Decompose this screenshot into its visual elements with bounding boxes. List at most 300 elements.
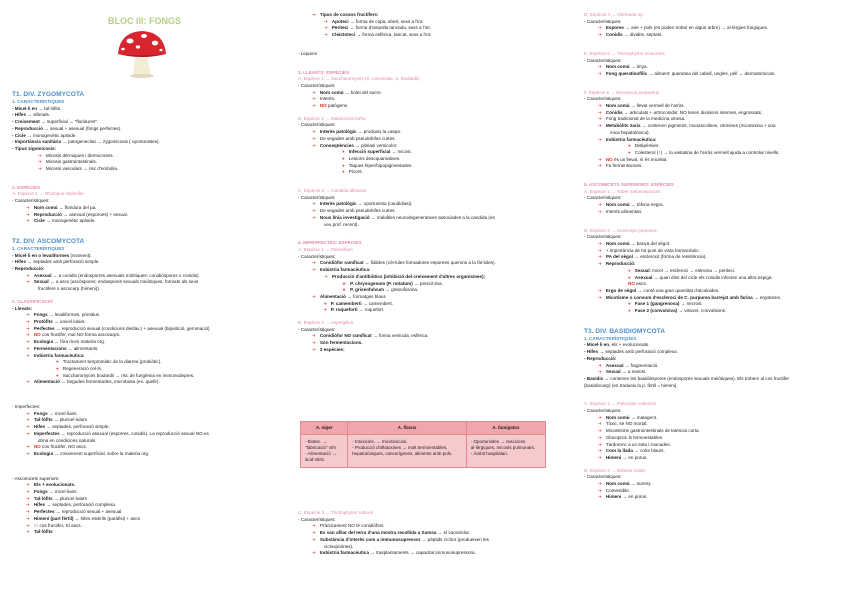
line-text: → el vacinèclar. [436,530,471,536]
species-heading: B. Espècie 2 → Claviceps purpurea [584,227,657,233]
arrow-icon: ➔ [26,424,30,430]
arrow-icon: ➔ [598,254,602,260]
spacer [298,58,568,70]
section-heading: T2. DIV. ASCOMYCOTA [12,237,85,245]
table-cell: - Biotec. → "fabricació" vit's - Alimentació → àcid nítric. [301,435,348,468]
bullet-icon: ● [342,169,345,175]
text-line [12,438,278,445]
bullet-icon: ● [628,274,631,280]
table-header: A. niger [301,422,348,435]
emphasis-text: NO [628,281,635,287]
page-title: BLOC III: FONGS [108,16,181,26]
bold-term: P. griseofulvum [350,287,384,293]
mushroom-illustration [114,28,170,78]
text-line [12,259,278,266]
text-line [584,281,836,288]
bullet-icon: ● [324,307,327,313]
arrow-icon: ➔ [312,340,316,346]
line-text: → roquefort. [357,307,385,313]
text-line [584,421,836,428]
text-line [12,496,278,503]
bold-term: - Basidis [584,375,604,381]
bold-term: Indústria farmacèutica: [605,136,657,142]
bold-term: P. chrysogenum (P. notatum) [350,280,413,286]
bold-term: Micotisme o consum d'escleroci de C. purpurea barrejat amb farina [605,294,753,300]
bold-term: - Hifes [12,112,27,118]
arrow-icon: ➔ [312,550,316,556]
bold-term: Cicle [33,218,45,224]
subsection-heading: 3. LLEVATS: ESPÈCIES [298,69,350,75]
bold-term: Producció d'antibiòtics (inhibició del creixement d'altres organismes): [331,273,486,279]
bullet-icon: ● [342,162,345,168]
arrow-icon: ➔ [26,417,30,423]
bold-term: Fongs [33,410,48,416]
line-text: Micosis dèrmiques i dermucoses. [45,152,114,158]
bold-term: Alimentació [33,379,60,385]
species-heading: D. Espècie 4 → Alternaria sp. [584,12,645,17]
line-text: - Ascomicets superiors: [12,475,60,481]
arrow-icon: ➔ [26,345,30,351]
text-line [584,130,836,137]
bold-term: Conidiòfor NO ramificat [319,333,372,339]
bold-term: 3 espècies: [319,346,345,352]
bullet-icon: ● [628,143,631,149]
subsection-heading: 1. CARACTERÍSTIQUES [584,335,637,341]
spacer [12,458,278,470]
line-text: → levaliformes, primitius. [47,312,101,318]
arrow-icon: ➔ [312,293,316,299]
bullet-icon: ● [342,149,345,155]
line-text: - Característiques: [584,234,622,240]
bold-term: - Reproducció: [12,266,45,272]
text-line [298,32,568,39]
arrow-icon: ➔ [598,428,602,434]
arrow-icon: ➔ [312,333,316,339]
line-text: → creixement superficial, sobre la materia org. [53,450,150,456]
star-icon: ★ [342,287,347,293]
line-text: → septades amb perforació simple. [26,259,100,265]
text-line [12,119,278,126]
line-text: → malalties neurodegeneratives associades a la candida (es [369,214,495,220]
text-line [584,342,836,349]
arrow-icon: ➔ [26,529,30,535]
text-line [12,346,278,353]
bold-term: Tal·lòfits [33,529,53,535]
arrow-icon: ➔ [598,25,602,31]
line-text: Fong tradicional de la medicina xinesa. [605,116,686,122]
text-line [298,340,568,347]
subsection-heading: 5. ASCOMICETS SUPERIORS: ESPÈCIES [584,182,674,188]
bold-term: Ergo de sègol [605,287,637,293]
text-line [584,103,836,110]
text-line [584,150,836,157]
text-line [584,415,836,422]
subsection-heading: 1. CARACTERÍSTIQUES [12,245,65,251]
line-text: ciclosporines). [324,543,354,549]
line-text: → asexual (esporoes) + sexual. [61,211,128,217]
line-text: → conté una gran quantitat d'alcaloides. [636,287,720,293]
arrow-icon: ➔ [26,204,30,210]
arrow-icon: ➔ [598,156,602,162]
text-line [584,163,836,170]
bullet-icon: ● [628,301,631,307]
line-text: Fa fermentacions. [605,163,643,169]
line-text: → esclerocit (forma de resistència). [632,254,707,260]
arrow-icon: ➔ [26,325,30,331]
arrow-icon: ➔ [598,481,602,487]
line-text: → articulats + artroconidis: NO tenen divisions internes, engrossats. [622,109,763,115]
text-line [12,451,278,458]
arrow-icon: ➔ [26,482,30,488]
bold-term: Imperfectes [33,430,60,436]
text-line [298,222,568,229]
arrow-icon: ➔ [26,318,30,324]
bold-term: - Tipus zigomicosis: [12,145,57,151]
text-line [12,373,278,380]
arrow-icon: ➔ [26,522,30,528]
text-line [12,319,278,326]
text-line [12,166,278,173]
species-heading: B. Espècie 2 → Malassezia furfur [298,115,366,121]
bold-term: Asexual [634,274,653,280]
text-line [298,537,568,544]
bold-term: Hifes [33,424,46,430]
text-line [298,163,568,170]
text-line [584,474,836,481]
bold-term: Tipus de cossos fructifers: [319,12,379,17]
bold-term: Nom comú [33,204,58,210]
line-text: → necrosi. [679,301,703,307]
arrow-icon: ➔ [598,454,602,460]
bold-term: - Micel·li en o levaliformes [12,252,70,258]
text-line [584,488,836,495]
spacer [584,315,836,327]
line-text: fructifers o ascocarp (himeni)). [38,286,101,292]
bold-term: Nom comú [605,240,630,246]
bold-term: - Llevats: [12,305,33,311]
species-heading: A. Espècie 1 → Penicillium [298,246,353,252]
text-line [584,110,836,117]
text-line [12,205,278,212]
species-heading: F. Espècie 6 → Monascus purpureus [584,89,660,95]
line-text: → a conidis (endosporres asexuals mitòtiques: conidiòspores o conidis). [51,272,200,278]
text-line [584,408,836,415]
text-line [12,489,278,496]
arrow-icon: ➔ [312,346,316,352]
arrow-icon: ➔ [26,450,30,456]
subsection-heading: 2. ESPÈCIES [12,184,41,190]
text-line [298,294,568,301]
text-line [584,209,836,216]
text-line [298,523,568,530]
arrow-icon: ➔ [312,135,316,141]
arrow-icon: ➔ [312,103,316,109]
arrow-icon: ➔ [598,64,602,70]
text-line [584,481,836,488]
line-text: → septades, perforació simple. [45,424,110,430]
line-text: → forma vesícula, esfèrica. [371,333,429,339]
text-line [584,275,836,282]
bold-term: Fongs [33,489,48,495]
bullet-icon: ● [628,149,631,155]
arrow-icon: ➔ [312,89,316,95]
arrow-icon: ➔ [26,430,30,436]
text-line [298,201,568,208]
text-line [584,123,836,130]
column-1 [12,90,278,536]
bold-term: - Micel·li en [12,105,38,111]
line-text: → unicel·lulars. [52,318,86,324]
arrow-icon: ➔ [26,509,30,515]
spacer [12,225,278,237]
line-text: → pluricel·lulars [52,495,87,501]
line-text: → floridura del pa. [57,204,97,210]
text-line [298,517,568,524]
text-line [12,339,278,346]
text-line [12,424,278,431]
arrow-icon: ➔ [312,129,316,135]
text-line [584,301,836,308]
subsection-heading: 1. CARACTERÍSTIQUES [12,99,65,104]
line-text: Picors. [348,169,363,175]
arrow-icon: ➔ [26,444,30,450]
text-line [298,208,568,215]
arrow-icon: ➔ [312,208,316,214]
text-line [12,502,278,509]
line-text: → camembert. [361,300,393,306]
line-text: cos fructifer, Sí ascs. [38,522,82,528]
arrow-icon: ➔ [598,202,602,208]
emphasis-text: NO [33,444,41,450]
subsection-heading: 4. IMPERFECTES: ESPÈCIES [298,240,362,246]
arrow-icon: ➔ [26,279,30,285]
text-line [584,19,836,26]
line-text: → reproducció asexual (esporres, conidis). La reproducció sexual NO es [59,430,209,436]
bold-term: Fong queratinofílic [605,70,648,76]
arrow-icon: ➔ [312,201,316,207]
table-cell: - Intoxicins. → micotoxicosi. - Producció d'aflatoxines → molt termoestables, hepatotòxiques, cancerígenes, aliments amb pols. [348,435,467,468]
text-line [12,279,278,286]
bold-term: Són fermentacions. [319,340,363,346]
arrow-icon: ➔ [598,116,602,122]
bold-term: Interès patològic [319,201,357,207]
arrow-icon: ➔ [324,25,328,31]
text-line [584,268,836,275]
line-text: → a ascs (ascòspores: endospores sexuals meiòtiques, formats als seus [48,279,199,285]
bullet-icon: ● [628,308,631,314]
line-text: → forma d'ampolla tancada, sexs a l'int. [348,25,431,31]
bold-term: Espores [605,25,624,31]
line-text: → péptids cíclics (produeixen les [420,536,489,542]
line-text: → bolet del sucre. [343,89,382,95]
arrow-icon: ➔ [26,410,30,416]
text-line [584,32,836,39]
text-line [584,157,836,164]
line-text: Interès. [319,96,336,102]
bold-term: Indústria farmacèutica [319,550,369,556]
arrow-icon: ➔ [26,502,30,508]
text-line [12,212,278,219]
bold-term: Fermentacions [33,345,67,351]
bold-term: Hifes [33,502,46,508]
line-text: Lesions descquamatives. [348,155,401,161]
text-line [298,12,568,19]
arrow-icon: ➔ [598,287,602,293]
arrow-icon: ➔ [598,414,602,420]
bold-term: Com la llada [605,448,633,454]
bold-term: - Cicle [12,132,26,138]
text-line [12,253,278,260]
line-text: → septades amb perforació complexa. [598,349,678,355]
bold-term: Reproducció [33,211,62,217]
line-text: → reproducció sexual (condicions desfav.) + asexual (bipartició, gemmació) [54,325,210,331]
arrow-icon: ➔ [26,211,30,217]
line-text: De vegades amb pseudohifes curtes. [319,135,396,141]
text-line [12,159,278,166]
arrow-icon: ➔ [598,487,602,493]
bold-term: Conidiòfor ramificat [319,260,364,266]
aspergillus-species-table [300,421,546,468]
line-text: → pluricel·lulars [52,417,87,423]
line-text: : micel → escleroci → estroma → periteci. [649,267,736,273]
text-line [584,288,836,295]
line-text: Tàrdorenc a un seta i rounades. [605,441,671,447]
line-text: → matagent. [629,414,658,420]
line-text: → tòfona negra. [629,202,664,208]
bold-term: Nom comú [605,103,630,109]
bullet-icon: ● [56,365,59,371]
text-line [584,248,836,255]
text-line [298,25,568,32]
arrow-icon: ➔ [598,369,602,375]
spacer [584,170,836,182]
arrow-icon: ➔ [312,536,316,542]
bold-term: Es van afilar del terra d'una mostra recollida a Suïssa [319,530,437,536]
text-line [584,71,836,78]
text-line [298,51,568,58]
bold-term: - Reproducció [12,125,43,131]
text-line [298,129,568,136]
arrow-icon: ➔ [26,495,30,501]
spacer [12,386,278,398]
text-line [12,306,278,313]
line-text: → fóra ricen materia org. [53,339,106,345]
section-heading: T3. DIV. BASIDIOMYCOTA [584,327,665,335]
bold-term: Periteci [331,25,349,31]
bold-term: Asexual [605,362,624,368]
line-text: Micosis vasculars → risc d'embòlia. [45,166,119,172]
text-line [584,448,836,455]
text-line [584,356,836,363]
text-line [298,169,568,176]
arrow-icon: ➔ [598,109,602,115]
line-text: Comestible. [605,487,631,493]
line-text: → en porus. [621,454,648,460]
text-line [584,261,836,268]
bold-term: Conidis [605,109,623,115]
line-text: - Característiques: [584,195,622,201]
bold-term: Sexual [33,279,49,285]
text-line [298,347,568,354]
line-text: - Característiques: [298,253,336,259]
line-text: → color blau/s. [632,448,665,454]
text-line [584,428,836,435]
bold-term: Himeni [605,454,622,460]
emphasis-text: NO [33,332,41,338]
line-text: → sexual + asexual (fongs perfectes). [42,125,122,131]
line-text: → sifonals. [26,112,51,118]
bold-term: Nous línia investigació [319,214,370,220]
species-heading: B. Espècie 2 → Aspergillus [298,320,354,326]
column-2-top [298,12,568,354]
arrow-icon: ➔ [312,96,316,102]
text-line [584,435,836,442]
text-line [298,550,568,557]
bold-term: Tal·lòfits [33,417,53,423]
text-line [12,273,278,280]
text-line [584,376,836,383]
text-line [298,96,568,103]
text-line [298,260,568,267]
bold-term: Protòfits [33,318,53,324]
arrow-icon: ➔ [312,214,316,220]
text-line [584,234,836,241]
text-line [298,307,568,314]
text-line [298,274,568,281]
text-line [12,286,278,293]
text-line [12,417,278,424]
species-heading: E. Espècie 5 → Trichophyton tonsurans [584,50,665,56]
line-text: → penicil·lina. [412,280,443,286]
bold-term: - Creixement [12,119,40,125]
arrow-icon: ➔ [598,261,602,267]
species-heading: B. Espècie 2 → Boletus edulis [584,467,646,473]
text-line [12,126,278,133]
line-text: → micel·lians. [47,410,78,416]
arrow-icon: ➔ [26,332,30,338]
spacer [584,216,836,228]
bold-term: Infecció superficial [348,149,391,155]
bold-term: PA del sègol [605,254,633,260]
line-text: - Característiques: [584,57,622,63]
bold-term: Els + evolucionats. [33,482,76,488]
line-text: - Característiques: [584,474,622,480]
arrow-icon: ➔ [598,70,602,76]
text-line [584,25,836,32]
line-text: + importància de tot punt de vista farmacèutic. [605,247,700,253]
line-text: → contenen pigments, monascolines, citrinines (micotoxina + una [640,123,776,129]
bold-term: Sexual [605,369,621,375]
line-text: → tinya. [629,64,648,70]
bullet-icon: ● [342,155,345,161]
bold-term: P. roqueforti [330,307,358,313]
text-line [298,19,568,26]
bold-term: Perfectes [33,325,55,331]
text-line [12,379,278,386]
text-line [12,146,278,153]
text-line [584,254,836,261]
text-line [298,143,568,150]
text-line [12,112,278,119]
arrow-icon: ➔ [26,218,30,224]
bold-term: Nom comú [319,89,344,95]
line-text: → sureny. [629,481,652,487]
spacer [584,78,836,90]
arrow-icon: ➔ [312,260,316,266]
arrow-icon: ➔ [324,32,328,38]
bold-term: Nom comú [605,414,630,420]
text-line [12,153,278,160]
